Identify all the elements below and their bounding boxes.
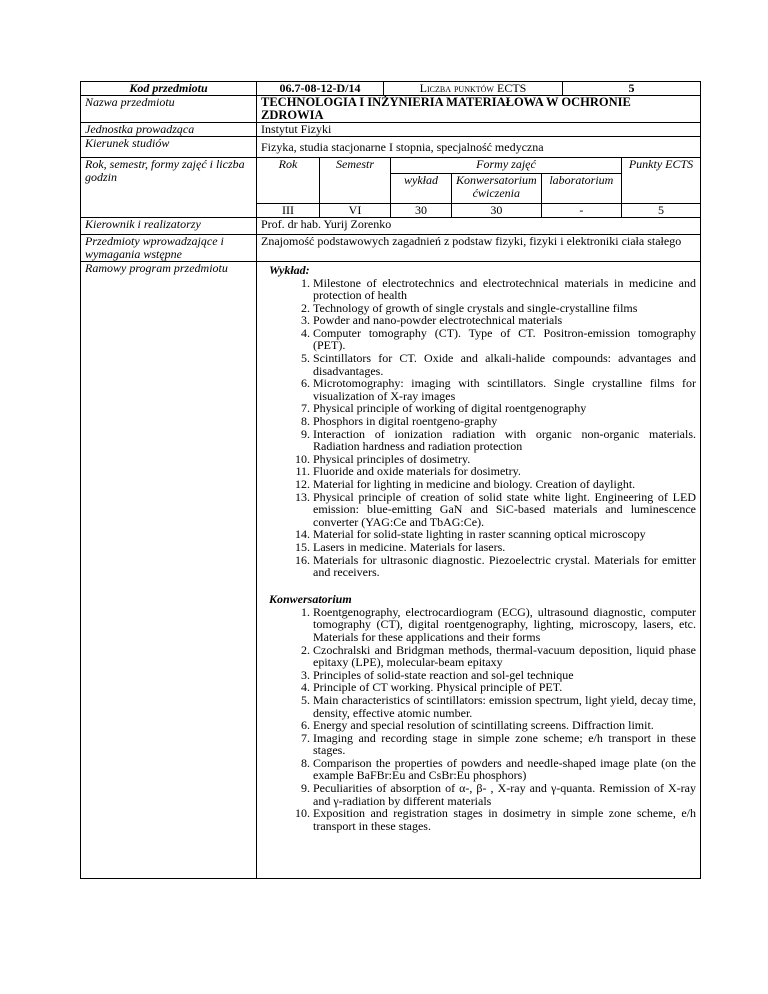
leader-value: Prof. dr hab. Yurij Zorenko bbox=[257, 217, 701, 234]
code-label: Kod przedmiotu bbox=[81, 82, 257, 96]
konwersatorium-item: 2. Czochralski and Bridgman methods, thermal-vacuum deposition, liquid phase epitaxy (LPE), molecular-beam epitaxy bbox=[313, 644, 696, 669]
punkty-value: 5 bbox=[622, 203, 701, 217]
konwersatorium-item: 6. Energy and special resolution of scintillating screens. Diffraction limit. bbox=[313, 719, 696, 732]
unit-label: Jednostka prowadząca bbox=[81, 123, 257, 137]
lab-value: - bbox=[541, 203, 621, 217]
wyklad-item: 7. Physical principle of working of digital roentgenography bbox=[313, 402, 696, 415]
konwersatorium-item: 1. Roentgenography, electrocardiogram (ECG), ultrasound diagnostic, computer tomography (CT), digital roentgenography, lighting, microscopy, lasers, etc. Materials for these applications and their forms bbox=[313, 606, 696, 644]
konwersatorium-item: 4. Principle of CT working. Physical principle of PET. bbox=[313, 681, 696, 694]
formy-label: Formy zajęć bbox=[391, 158, 622, 173]
name-label: Nazwa przedmiotu bbox=[81, 96, 257, 123]
punkty-label: Punkty ECTS bbox=[622, 158, 701, 203]
course-table bbox=[80, 81, 701, 879]
prereq-value: Znajomość podstawowych zagadnień z podstaw fizyki, fizyki i elektroniki ciała stałego bbox=[257, 234, 701, 261]
code-row bbox=[81, 82, 701, 96]
konwersatorium-item: 8. Comparison the properties of powders and needle-shaped image plate (on the example BaFBr:Eu and CsBr:Eu phosphors) bbox=[313, 757, 696, 782]
code-value: 06.7-08-12-D/14 bbox=[257, 82, 384, 95]
wyklad-item: 16. Materials for ultrasonic diagnostic. Piezoelectric crystal. Materials for emitter and receivers. bbox=[313, 554, 696, 579]
wyklad-item: 3. Powder and nano-powder electrotechnical materials bbox=[313, 314, 696, 327]
wyklad-item: 15. Lasers in medicine. Materials for lasers. bbox=[313, 541, 696, 554]
program-content bbox=[257, 261, 701, 878]
wyklad-list bbox=[269, 277, 696, 579]
ects-value: 5 bbox=[628, 81, 635, 95]
course-name: TECHNOLOGIA I INŻYNIERIA MATERIAŁOWA W OCHRONIE ZDROWIA bbox=[257, 96, 701, 123]
leader-label: Kierownik i realizatorzy bbox=[81, 217, 257, 234]
wyklad-item: 5. Scintillators for CT. Oxide and alkali-halide compounds: advantages and disadvantages. bbox=[313, 352, 696, 377]
semestr-label: Semestr bbox=[320, 158, 391, 203]
year-label: Rok, semestr, formy zajęć i liczba godzin bbox=[81, 158, 257, 218]
direction-label: Kierunek studiów bbox=[81, 137, 257, 158]
wyklad-item: 11. Fluoride and oxide materials for dosimetry. bbox=[313, 465, 696, 478]
direction-value: Fizyka, studia stacjonarne I stopnia, specjalność medyczna bbox=[257, 137, 701, 158]
wyklad-item: 4. Computer tomography (CT). Type of CT. Positron-emission tomography (PET). bbox=[313, 327, 696, 352]
semestr-value: VI bbox=[320, 203, 391, 217]
wyklad-item: 6. Microtomography: imaging with scintillators. Single crystalline films for visualization of X-ray images bbox=[313, 377, 696, 402]
prereq-label: Przedmioty wprowadzające i wymagania wstępne bbox=[81, 234, 257, 261]
lab-label: laboratorium bbox=[541, 173, 621, 203]
wyklad-item: 1. Milestone of electrotechnics and electrotechnical materials in medicine and protection of health bbox=[313, 277, 696, 302]
program-label: Ramowy program przedmiotu bbox=[81, 261, 257, 878]
konw-value: 30 bbox=[452, 203, 542, 217]
code-inner bbox=[257, 82, 700, 95]
wyklad-item: 12. Material for lighting in medicine and biology. Creation of daylight. bbox=[313, 478, 696, 491]
konwersatorium-item: 9. Peculiarities of absorption of α-, β- , X-ray and γ-quanta. Remission of X-ray and γ-radiation by different materials bbox=[313, 782, 696, 807]
konw-label: Konwersatorium ćwiczenia bbox=[452, 173, 542, 203]
konwersatorium-item: 3. Principles of solid-state reaction and sol-gel technique bbox=[313, 669, 696, 682]
wyklad-item: 2. Technology of growth of single crystals and single-crystalline films bbox=[313, 302, 696, 315]
rok-label: Rok bbox=[257, 158, 320, 203]
wyklad-item: 9. Interaction of ionization radiation with organic non-organic materials. Radiation hardness and radiation protection bbox=[313, 428, 696, 453]
wyklad-item: 8. Phosphors in digital roentgeno-graphy bbox=[313, 415, 696, 428]
konwersatorium-list bbox=[269, 606, 696, 833]
unit-value: Instytut Fizyki bbox=[257, 123, 701, 137]
konwersatorium-item: 5. Main characteristics of scintillators: emission spectrum, light yield, decay time, density, effective atomic number. bbox=[313, 694, 696, 719]
wyklad-heading: Wykład: bbox=[269, 262, 310, 277]
wyklad-item: 10. Physical principles of dosimetry. bbox=[313, 453, 696, 466]
rok-value: III bbox=[257, 203, 320, 217]
wyklad-item: 14. Material for solid-state lighting in raster scanning optical microscopy bbox=[313, 528, 696, 541]
konwersatorium-item: 10. Exposition and registration stages in dosimetry in simple zone scheme, e/h transport in these stages. bbox=[313, 807, 696, 832]
course-sheet bbox=[80, 81, 700, 879]
konwersatorium-heading: Konwersatorium bbox=[269, 591, 352, 606]
konwersatorium-item: 7. Imaging and recording stage in simple zone scheme; e/h transport in these stages. bbox=[313, 732, 696, 757]
wyklad-label: wykład bbox=[391, 173, 452, 203]
wyklad-item: 13. Physical principle of creation of solid state white light. Engineering of LED emission: blue-emitting GaN and SiC-based materials and luminescence converter (YAG:Ce and TbAG:Ce). bbox=[313, 491, 696, 529]
ects-label: Liczba punktów ECTS bbox=[384, 82, 563, 95]
schedule-table bbox=[257, 158, 700, 217]
wyklad-value: 30 bbox=[391, 203, 452, 217]
